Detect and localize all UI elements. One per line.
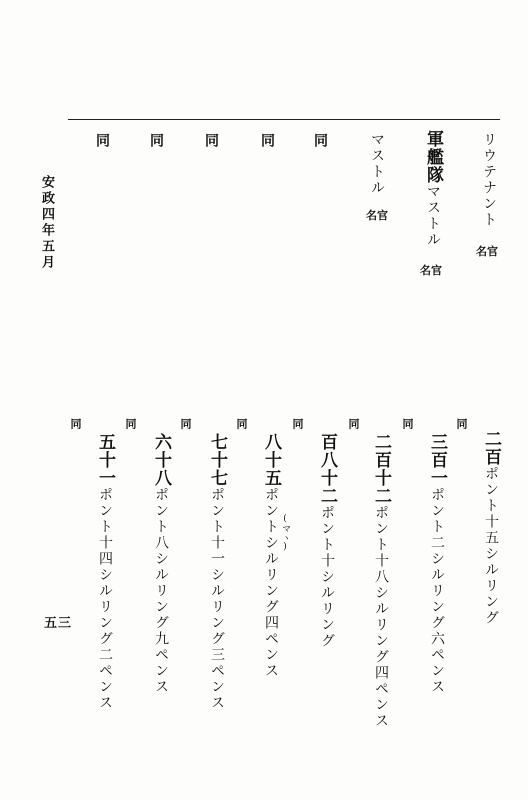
- amount-rest-7: ポント八シルリング九ペンス: [153, 487, 169, 695]
- amount-pounds-5: 八十五: [261, 433, 281, 487]
- amount-rest-4: ポント十シルリング: [319, 505, 335, 649]
- annotation-note: (マヽ): [280, 514, 290, 552]
- amount-row-5: [262, 433, 279, 679]
- horizontal-rule: [68, 119, 500, 120]
- header-title-fleet: 軍艦隊: [423, 130, 443, 184]
- header-title-master-2: マストル: [369, 132, 385, 196]
- amount-pounds-6: 七十七: [207, 433, 227, 487]
- header-col-master: [370, 132, 384, 196]
- amount-rest-8: ポント十四シルリング二ペンス: [97, 487, 113, 711]
- header-ditto-4: 同: [148, 133, 164, 149]
- amount-row-4: [318, 433, 335, 649]
- header-rank-3: 名官: [366, 209, 388, 222]
- lower-ditto-6: 同: [179, 418, 192, 431]
- amount-row-2: [428, 433, 445, 695]
- lower-ditto-4: 同: [291, 418, 304, 431]
- amount-rest-3: ポント十八シルリング四ペンス: [373, 505, 389, 729]
- amount-row-6: [208, 433, 225, 711]
- amount-rest-5: ポントシルリング四ペンス: [263, 487, 279, 679]
- amount-row-7: [152, 433, 169, 695]
- lower-ditto-5: 同: [235, 418, 248, 431]
- amount-rest-6: ポント十一シルリング三ペンス: [209, 487, 225, 711]
- header-rank-1: 名官: [476, 245, 498, 258]
- lower-ditto-8: 同: [69, 418, 82, 431]
- lower-ditto-3: 同: [347, 418, 360, 431]
- amount-rest-2: ポント二シルリング六ペンス: [429, 487, 445, 695]
- amount-rest-1: ポント十五シルリング: [483, 466, 499, 626]
- amount-pounds-2: 三百一: [427, 433, 447, 487]
- header-rank-2: 名官: [420, 264, 442, 277]
- amount-pounds-3: 二百十二: [371, 433, 391, 505]
- amount-pounds-1: 二百: [481, 430, 501, 466]
- header-title-master: マストル: [425, 184, 441, 248]
- lower-ditto-1: 同: [455, 418, 468, 431]
- lower-ditto-2: 同: [401, 418, 414, 431]
- header-ditto-5: 同: [94, 133, 110, 149]
- page-number: 五三: [44, 616, 73, 631]
- amount-row-1: [482, 430, 499, 626]
- header-title-lieutenant: リウテナント: [481, 132, 497, 228]
- header-ditto-2: 同: [259, 133, 275, 149]
- amount-pounds-4: 百八十二: [317, 433, 337, 505]
- header-col-fleet-master: [424, 130, 441, 248]
- date-label: 安政四年五月: [39, 175, 54, 271]
- lower-ditto-7: 同: [124, 418, 137, 431]
- header-ditto-1: 同: [312, 133, 328, 149]
- amount-row-8: [96, 433, 113, 711]
- amount-pounds-8: 五十一: [95, 433, 115, 487]
- header-col-lieutenant: [482, 132, 496, 228]
- amount-pounds-7: 六十八: [151, 433, 171, 487]
- amount-row-3: [372, 433, 389, 729]
- header-ditto-3: 同: [203, 133, 219, 149]
